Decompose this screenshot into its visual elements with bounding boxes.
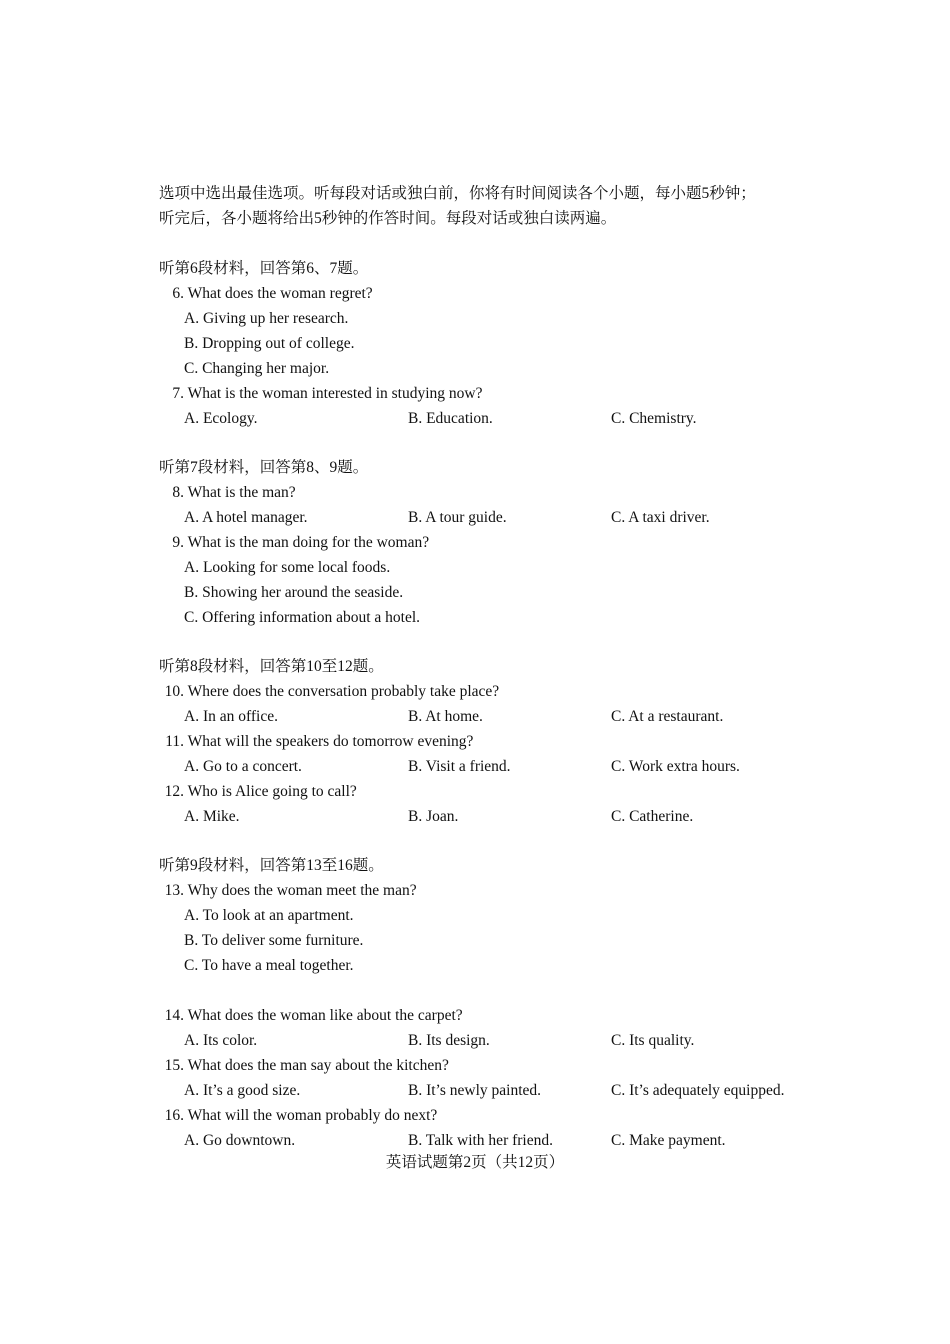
question-14 xyxy=(159,1003,463,1028)
question-16 xyxy=(159,1103,437,1128)
option-a: A. Giving up her research. xyxy=(184,310,349,327)
question-text: What is the man? xyxy=(187,484,296,501)
option-b: B. At home. xyxy=(408,708,483,725)
option-c: C. Work extra hours. xyxy=(611,758,740,775)
question-15 xyxy=(159,1053,449,1078)
option-a: A. To look at an apartment. xyxy=(184,907,354,924)
question-number: 7. xyxy=(172,385,184,402)
option-c: C. It’s adequately equipped. xyxy=(611,1082,785,1099)
option-a: A. It’s a good size. xyxy=(184,1082,301,1099)
option-b: B. It’s newly painted. xyxy=(408,1082,542,1099)
question-12 xyxy=(159,779,357,804)
option-b: B. Education. xyxy=(408,410,493,427)
option-b: B. To deliver some furniture. xyxy=(184,932,364,949)
question-number: 13. xyxy=(164,882,184,899)
question-10 xyxy=(159,679,499,704)
option-c: C. At a restaurant. xyxy=(611,708,724,725)
option-a: A. Go to a concert. xyxy=(184,758,302,775)
question-9 xyxy=(159,530,429,555)
option-c: C. To have a meal together. xyxy=(184,957,354,974)
option-c: C. Its quality. xyxy=(611,1032,695,1049)
question-text: What will the speakers do tomorrow evening? xyxy=(187,733,474,750)
option-c: C. Offering information about a hotel. xyxy=(184,609,421,626)
question-number: 16. xyxy=(164,1107,184,1124)
option-c: C. Catherine. xyxy=(611,808,694,825)
question-text: What does the woman like about the carpet? xyxy=(187,1007,463,1024)
question-text: What does the woman regret? xyxy=(187,285,373,302)
option-a: A. Go downtown. xyxy=(184,1132,296,1149)
option-b: B. Showing her around the seaside. xyxy=(184,584,404,601)
question-text: What is the woman interested in studying now? xyxy=(187,385,483,402)
question-number: 10. xyxy=(164,683,184,700)
option-b: B. Visit a friend. xyxy=(408,758,511,775)
option-b: B. A tour guide. xyxy=(408,509,507,526)
question-11 xyxy=(159,729,473,754)
question-number: 15. xyxy=(164,1057,184,1074)
question-13 xyxy=(159,878,417,903)
question-number: 6. xyxy=(172,285,184,302)
question-number: 14. xyxy=(164,1007,184,1024)
question-text: What does the man say about the kitchen? xyxy=(187,1057,449,1074)
question-6 xyxy=(159,281,373,306)
question-7 xyxy=(159,381,482,406)
option-c: C. A taxi driver. xyxy=(611,509,710,526)
section-heading: 听第9段材料，回答第13至16题。 xyxy=(159,857,384,874)
option-c: C. Changing her major. xyxy=(184,360,330,377)
option-c: C. Chemistry. xyxy=(611,410,697,427)
option-b: B. Dropping out of college. xyxy=(184,335,355,352)
option-a: A. In an office. xyxy=(184,708,278,725)
question-text: Why does the woman meet the man? xyxy=(187,882,417,899)
question-number: 12. xyxy=(164,783,184,800)
question-number: 9. xyxy=(172,534,184,551)
option-a: A. Mike. xyxy=(184,808,240,825)
instruction-line: 听完后，各小题将给出5秒钟的作答时间。每段对话或独白读两遍。 xyxy=(159,210,617,227)
option-b: B. Its design. xyxy=(408,1032,490,1049)
option-b: B. Joan. xyxy=(408,808,459,825)
section-heading: 听第7段材料，回答第8、9题。 xyxy=(159,459,369,476)
question-number: 8. xyxy=(172,484,184,501)
question-number: 11. xyxy=(165,733,184,750)
option-a: A. A hotel manager. xyxy=(184,509,308,526)
instructions xyxy=(159,181,809,231)
question-8 xyxy=(159,480,296,505)
option-a: A. Ecology. xyxy=(184,410,258,427)
question-text: What will the woman probably do next? xyxy=(187,1107,438,1124)
option-a: A. Looking for some local foods. xyxy=(184,559,391,576)
option-a: A. Its color. xyxy=(184,1032,258,1049)
option-c: C. Make payment. xyxy=(611,1132,726,1149)
question-text: Where does the conversation probably take place? xyxy=(187,683,500,700)
question-text: Who is Alice going to call? xyxy=(187,783,357,800)
section-heading: 听第6段材料，回答第6、7题。 xyxy=(159,260,369,277)
question-text: What is the man doing for the woman? xyxy=(187,534,430,551)
instruction-line: 选项中选出最佳选项。听每段对话或独白前，你将有时间阅读各个小题，每小题5秒钟； xyxy=(159,185,756,202)
option-b: B. Talk with her friend. xyxy=(408,1132,553,1149)
section-heading: 听第8段材料，回答第10至12题。 xyxy=(159,658,384,675)
page-footer: 英语试题第2页（共12页） xyxy=(385,1154,565,1171)
